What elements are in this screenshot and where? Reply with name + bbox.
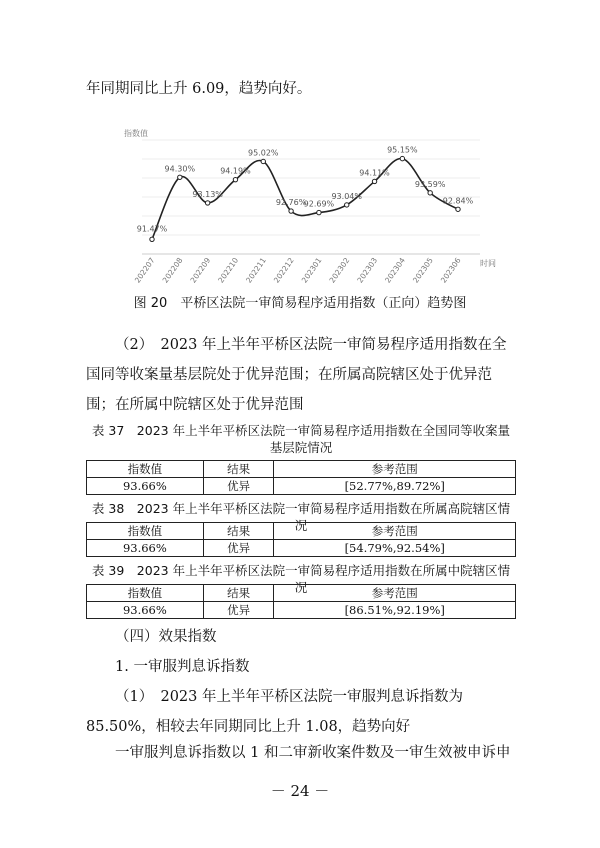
header-result: 结果 <box>203 461 274 478</box>
cell-result: 优异 <box>203 540 274 557</box>
data-label: 94.30% <box>164 164 196 174</box>
data-label: 92.84% <box>442 196 474 206</box>
cell-result: 优异 <box>203 478 274 495</box>
table-39 <box>86 584 516 619</box>
header-result: 结果 <box>203 585 274 602</box>
cell-range: [52.77%,89.72%] <box>274 478 516 495</box>
header-index: 指数值 <box>87 585 204 602</box>
x-tick-label: 202303 <box>355 255 380 285</box>
header-index: 指数值 <box>87 461 204 478</box>
data-label: 94.11% <box>359 168 390 178</box>
table-38-caption: 表 38 2023 年上半年平桥区法院一审简易程序适用指数在所属高院辖区情况 <box>91 501 511 533</box>
x-tick-label: 202304 <box>383 255 408 285</box>
x-tick-label: 202211 <box>244 255 268 285</box>
x-tick-label: 202301 <box>299 255 324 285</box>
data-label: 91.47% <box>136 224 168 234</box>
x-tick-label: 202207 <box>132 255 157 285</box>
data-label: 95.02% <box>248 148 279 158</box>
data-point <box>428 191 432 195</box>
cell-index: 93.66% <box>87 602 204 619</box>
data-point <box>400 156 404 160</box>
header-range: 参考范围 <box>274 461 516 478</box>
data-point <box>372 179 376 183</box>
data-point <box>261 159 265 163</box>
page-number: － 24 － <box>270 782 330 800</box>
table-row <box>87 478 516 495</box>
table-row <box>87 540 516 557</box>
x-tick-label: 202305 <box>411 255 435 285</box>
data-point <box>345 203 349 207</box>
x-axis-label: 时间 <box>480 259 496 268</box>
paragraph-2: （2） 2023 年上半年平桥区法院一审简易程序适用指数在全国同等收案量基层院处于优异范围；在所属高院辖区处于优异范围；在所属中院辖区处于优异范围 <box>86 337 507 413</box>
section-heading-4: （四）效果指数 <box>115 629 217 645</box>
data-label: 95.15% <box>387 145 418 155</box>
data-point <box>205 201 209 205</box>
data-label: 93.13% <box>192 189 223 199</box>
table-37 <box>86 460 516 495</box>
cell-range: [54.79%,92.54%] <box>274 540 516 557</box>
header-result: 结果 <box>203 523 274 540</box>
table-39-caption: 表 39 2023 年上半年平桥区法院一审简易程序适用指数在所属中院辖区情况 <box>91 563 511 595</box>
data-label: 94.19% <box>220 166 251 176</box>
x-tick-label: 202210 <box>216 255 241 285</box>
x-tick-label: 202208 <box>160 255 185 285</box>
paragraph-3: （1） 2023 年上半年平桥区法院一审服判息诉指数为 85.50%，相较去年同期同比上升 1.08，趋势向好 <box>86 689 463 735</box>
table-37-caption: 表 37 2023 年上半年平桥区法院一审简易程序适用指数在全国同等收案量基层院情况 <box>91 423 511 455</box>
data-point <box>178 175 182 179</box>
x-tick-label: 202212 <box>271 255 296 285</box>
cell-result: 优异 <box>203 602 274 619</box>
data-point <box>317 210 321 214</box>
x-tick-label: 202306 <box>438 255 463 285</box>
data-point <box>456 207 460 211</box>
data-label: 92.76% <box>275 198 307 208</box>
cell-index: 93.66% <box>87 540 204 557</box>
figure-caption: 图 20 平桥区法院一审简易程序适用指数（正向）趋势图 <box>133 296 467 311</box>
paragraph-4: 一审服判息诉指数以 1 和二审新收案件数及一审生效被申诉申 <box>115 745 511 761</box>
data-label: 93.59% <box>414 179 446 189</box>
top-paragraph: 年同期同比上升 6.09，趋势向好。 <box>86 81 312 97</box>
header-range: 参考范围 <box>274 523 516 540</box>
x-tick-label: 202209 <box>188 255 213 285</box>
header-index: 指数值 <box>87 523 204 540</box>
header-range: 参考范围 <box>274 585 516 602</box>
cell-range: [86.51%,92.19%] <box>274 602 516 619</box>
item-heading-1: 1. 一审服判息诉指数 <box>115 659 250 675</box>
y-axis-label: 指数值 <box>124 129 148 138</box>
table-38 <box>86 522 516 557</box>
table-row <box>87 602 516 619</box>
data-point <box>289 209 293 213</box>
data-label: 92.69% <box>303 199 335 209</box>
x-tick-label: 202302 <box>327 255 352 285</box>
trend-line-chart <box>110 120 500 285</box>
data-point <box>233 177 237 181</box>
cell-index: 93.66% <box>87 478 204 495</box>
data-point <box>150 237 154 241</box>
data-label: 93.04% <box>331 191 362 201</box>
